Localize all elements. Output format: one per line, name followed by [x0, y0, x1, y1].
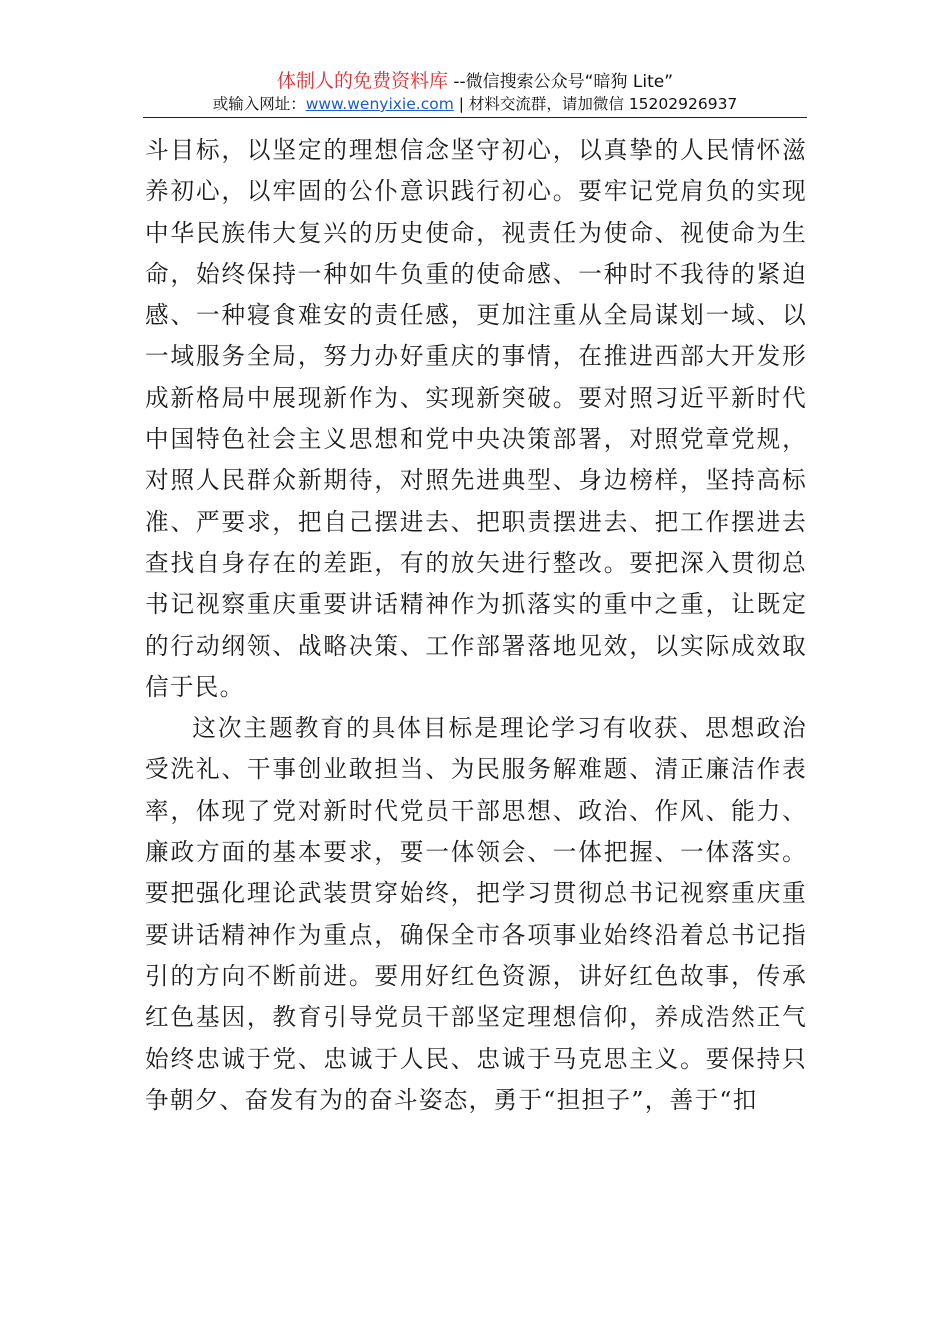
paragraph-continued: 斗目标，以坚定的理想信念坚守初心，以真挚的人民情怀滋养初心，以牢固的公仆意识践行初心。要牢记党肩负的实现中华民族伟大复兴的历史使命，视责任为使命、视使命为生命，始终保持一种如牛负重的使命感、一种时不我待的紧迫感、一种寝食难安的责任感，更加注重从全局谋划一域、以一域服务全局，努力办好重庆的事情，在推进西部大开发形成新格局中展现新作为、实现新突破。要对照习近平新时代中国特色社会主义思想和党中央决策部署，对照党章党规，对照人民群众新期待，对照先进典型、身边榜样，坚持高标准、严要求，把自己摆进去、把职责摆进去、把工作摆进去查找自身存在的差距，有的放矢进行整改。要把深入贯彻总书记视察重庆重要讲话精神作为抓落实的重中之重，让既定的行动纲领、战略决策、工作部署落地见效，以实际成效取信于民。 [145, 136, 807, 701]
brand-title: 体制人的免费资料库 [276, 70, 448, 92]
header-promo-line [0, 70, 950, 93]
page-header [0, 0, 950, 118]
promo-text: --微信搜索公众号“暗狗 Lite” [448, 72, 674, 92]
website-link[interactable]: www.wenyixie.com [305, 95, 454, 113]
paragraph: 这次主题教育的具体目标是理论学习有收获、思想政治受洗礼、干事创业敢担当、为民服务解难题、清正廉洁作表率，体现了党对新时代党员干部思想、政治、作风、能力、廉政方面的基本要求，要一体领会、一体把握、一体落实。要把强化理论武装贯穿始终，把学习贯彻总书记视察重庆重要讲话精神作为重点，确保全市各项事业始终沿着总书记指引的方向不断前进。要用好红色资源，讲好红色故事，传承红色基因，教育引导党员干部坚定理想信仰，养成浩然正气始终忠诚于党、忠诚于人民、忠诚于马克思主义。要保持只争朝夕、奋发有为的奋斗姿态，勇于“担担子”，善于“扣 [145, 714, 807, 1114]
url-prefix: 或输入网址： [212, 95, 306, 113]
contact-text: | 材料交流群，请加微信 15202926937 [453, 95, 738, 113]
document-body [145, 130, 807, 1121]
header-contact-line [0, 94, 950, 114]
header-divider [143, 117, 807, 118]
